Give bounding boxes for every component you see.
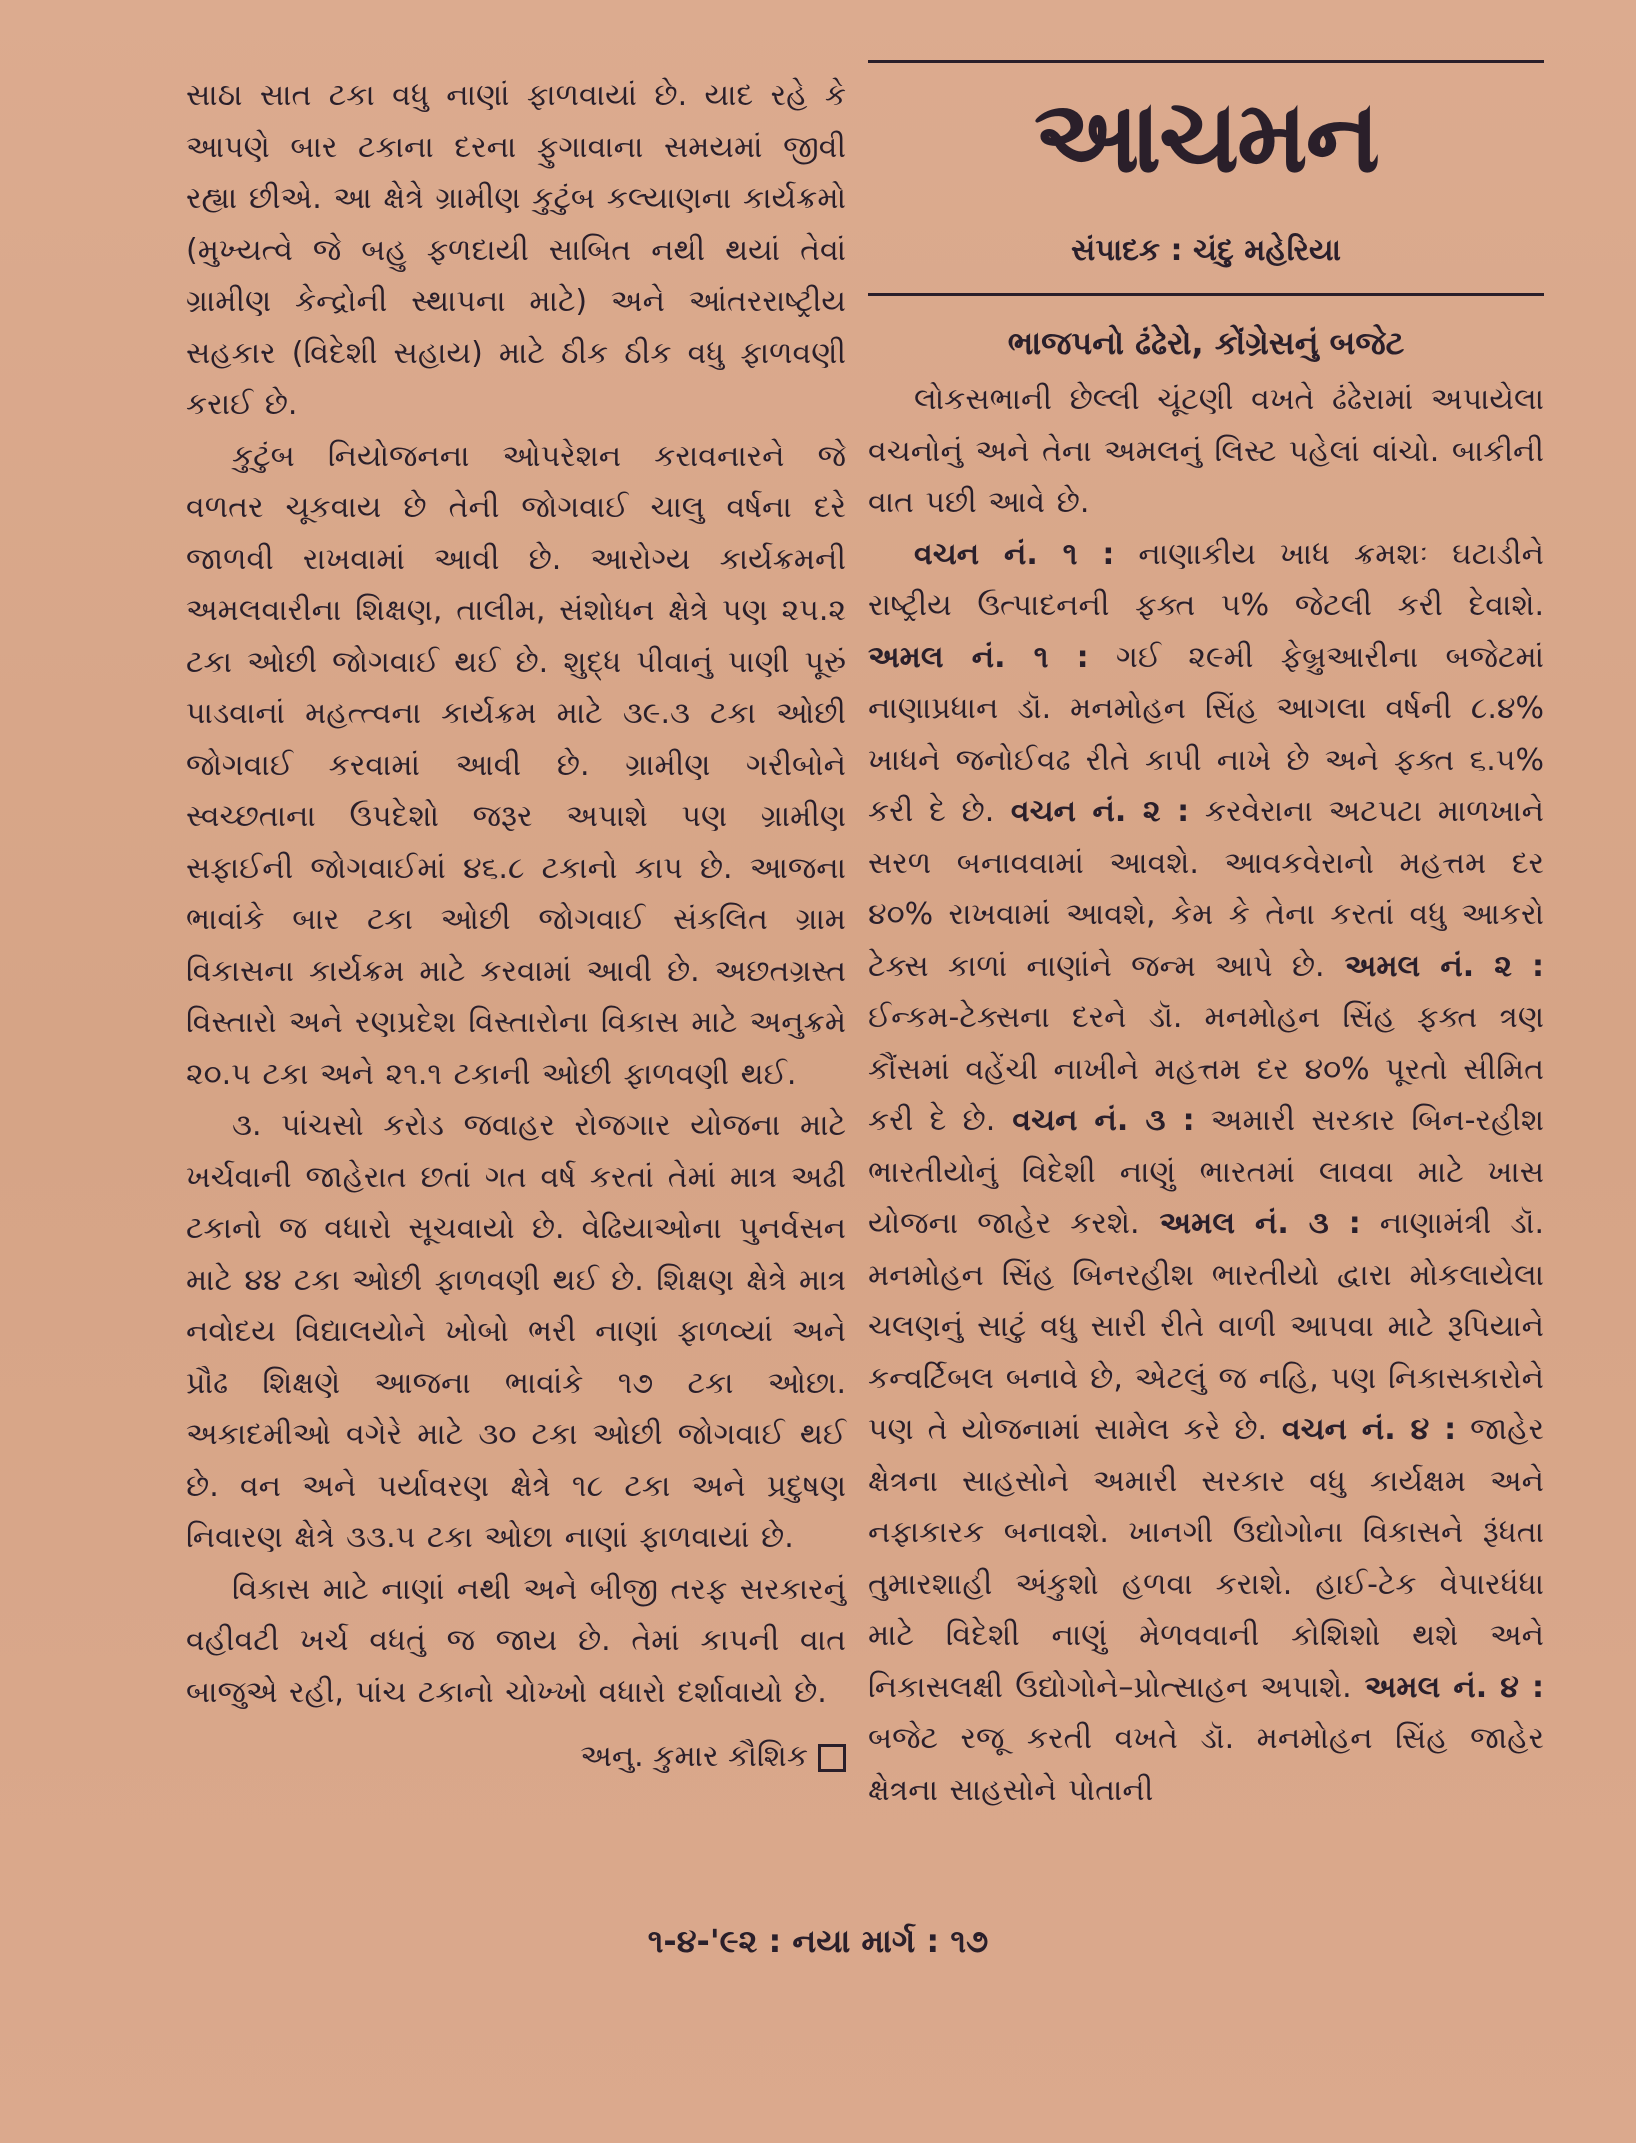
action-text: ઈન્કમ-ટેક્સના દરને ડૉ. મનમોહન સિંહ ફક્ત ત્રણ કૌંસમાં વહેંચી નાખીને મહત્તમ દર ૪૦% પૂરતો સીમિત કરી દે છે.	[868, 1000, 1544, 1138]
header-rule	[868, 293, 1544, 296]
end-mark-icon	[818, 1744, 846, 1772]
page-footer: ૧-૪-'૯૨ : નયા માર્ગ : ૧૭	[647, 1922, 989, 1960]
paragraph: વિકાસ માટે નાણાં નથી અને બીજી તરફ સરકારનું વહીવટી ખર્ચ વધતું જ જાય છે. તેમાં કાપની વાત બાજુએ રહી, પાંચ ટકાનો ચોખ્ખો વધારો દર્શાવાયો છે.	[186, 1571, 846, 1710]
promise-text: કરવેરાના અટપટા માળખાને સરળ બનાવવામાં આવશે. આવકવેરાનો મહત્તમ દર ૪૦% રાખવામાં આવશે, કેમ કે તેના કરતાં વધુ આકરો ટેક્સ કાળાં નાણાંને જન્મ આપે છે.	[868, 794, 1544, 984]
promise-label: વચન નં. ૨ :	[994, 794, 1190, 829]
promise-label: વચન નં. ૧ :	[914, 536, 1115, 572]
column-title: આચમન	[1033, 78, 1379, 195]
paragraph: લોકસભાની છેલ્લી ચૂંટણી વખતે ઢંઢેરામાં અપાયેલા વચનોનું અને તેના અમલનું લિસ્ટ પહેલાં વાંચો. બાકીની વાત પછી આવે છે.	[868, 382, 1544, 520]
paragraph: સાઠા સાત ટકા વધુ નાણાં ફાળવાયાં છે. યાદ રહે કે આપણે બાર ટકાના દરના ફુગાવાના સમયમાં જીવી રહ્યા છીએ. આ ક્ષેત્રે ગ્રામીણ કુટુંબ કલ્યાણના કાર્યક્રમો (મુખ્યત્વે જે બહુ ફળદાયી સાબિત નથી થયાં તેવાં ગ્રામીણ કેન્દ્રોની સ્થાપના માટે) અને આંતરરાષ્ટ્રીય સહકાર (વિદેશી સહાય) માટે ઠીક ઠીક વધુ ફાળવણી કરાઈ છે.	[186, 78, 846, 422]
translator-byline	[186, 1732, 846, 1782]
promise-text: નાણાકીય ખાધ ક્રમશઃ ઘટાડીને રાષ્ટ્રીય ઉત્પાદનની ફક્ત ૫% જેટલી કરી દેવાશે.	[868, 536, 1544, 623]
promise-text: અમારી સરકાર બિન-રહીશ ભારતીયોનું વિદેશી નાણું ભારતમાં લાવવા માટે ખાસ યોજના જાહેર કરશે.	[868, 1103, 1544, 1241]
action-text: નાણામંત્રી ડૉ. મનમોહન સિંહ બિનરહીશ ભારતીયો દ્વારા મોકલાયેલા ચલણનું સાટું વધુ સારી રીતે વાળી આપવા માટે રૂપિયાને કન્વર્ટિબલ બનાવે છે, એટલું જ નહિ, પણ નિકાસકારોને પણ તે યોજનામાં સામેલ કરે છે.	[868, 1206, 1544, 1447]
left-column	[186, 70, 846, 1782]
promise-label: વચન નં. ૩ :	[995, 1103, 1195, 1138]
promise-label: વચન નં. ૪ :	[1267, 1412, 1457, 1447]
action-text: ગઈ ૨૯મી ફેબ્રુઆરીના બજેટમાં નાણાપ્રધાન ડૉ. મનમોહન સિંહ આગલા વર્ષની ૮.૪% ખાધને જનોઈવઢ રીતે કાપી નાખે છે અને ફક્ત ૬.૫% કરી દે છે.	[868, 639, 1544, 829]
action-label: અમલ નં. ૩ :	[1139, 1206, 1361, 1241]
paragraph: ૩. પાંચસો કરોડ જવાહર રોજગાર યોજના માટે ખર્ચવાની જાહેરાત છતાં ગત વર્ષ કરતાં તેમાં માત્ર અઢી ટકાનો જ વધારો સૂચવાયો છે. વેઢિયાઓના પુનર્વસન માટે ૪૪ ટકા ઓછી ફાળવણી થઈ છે. શિક્ષણ ક્ષેત્રે માત્ર નવોદય વિદ્યાલયોને ખોબો ભરી નાણાં ફાળવ્યાં અને પ્રૌઢ શિક્ષણે આજના ભાવાંકે ૧૭ ટકા ઓછા. અકાદમીઓ વગેરે માટે ૩૦ ટકા ઓછી જોગવાઈ થઈ છે. વન અને પર્યાવરણ ક્ષેત્રે ૧૮ ટકા અને પ્રદુષણ નિવારણ ક્ષેત્રે ૩૩.૫ ટકા ઓછા નાણાં ફાળવાયાં છે.	[186, 1108, 846, 1555]
action-label: અમલ નં. ૪ :	[1351, 1669, 1544, 1705]
editor-credit: સંપાદક : ચંદુ મહેરિયા	[1071, 233, 1341, 268]
paragraph: કુટુંબ નિયોજનના ઓપરેશન કરાવનારને જે વળતર ચૂકવાય છે તેની જોગવાઈ ચાલુ વર્ષના દરે જાળવી રાખવામાં આવી છે. આરોગ્ય કાર્યક્રમની અમલવારીના શિક્ષણ, તાલીમ, સંશોધન ક્ષેત્રે પણ ૨૫.૨ ટકા ઓછી જોગવાઈ થઈ છે. શુદ્ધ પીવાનું પાણી પૂરું પાડવાનાં મહત્ત્વના કાર્યક્રમ માટે ૩૯.૩ ટકા ઓછી જોગવાઈ કરવામાં આવી છે. ગ્રામીણ ગરીબોને સ્વચ્છતાના ઉપદેશો જરૂર અપાશે પણ ગ્રામીણ સફાઈની જોગવાઈમાં ૪૬.૮ ટકાનો કાપ છે. આજના ભાવાંકે બાર ટકા ઓછી જોગવાઈ સંકલિત ગ્રામ વિકાસના કાર્યક્રમ માટે કરવામાં આવી છે. અછતગ્રસ્ત વિસ્તારો અને રણપ્રદેશ વિસ્તારોના વિકાસ માટે અનુક્રમે ૨૦.૫ ટકા અને ૨૧.૧ ટકાની ઓછી ફાળવણી થઈ.	[186, 438, 846, 1092]
article-headline: ભાજપનો ઢંઢેરો, કોંગ્રેસનું બજેટ	[1007, 324, 1405, 362]
action-text: બજેટ રજૂ કરતી વખતે ડૉ. મનમોહન સિંહ જાહેર ક્ષેત્રના સાહસોને પોતાની	[868, 1721, 1544, 1808]
byline-text: અનુ. કુમાર કૌશિક	[580, 1739, 808, 1774]
action-label: અમલ નં. ૧ :	[868, 639, 1089, 675]
promise-text: જાહેર ક્ષેત્રના સાહસોને અમારી સરકાર વધુ કાર્યક્ષમ અને નફાકારક બનાવશે. ખાનગી ઉદ્યોગોના વિકાસને રૂંધતા તુમારશાહી અંકુશો હળવા કરાશે. હાઈ-ટેક વેપારધંધા માટે વિદેશી નાણું મેળવવાની કોશિશો થશે અને નિકાસલક્ષી ઉદ્યોગોને–પ્રોત્સાહન અપાશે.	[868, 1412, 1544, 1705]
top-rule	[868, 60, 1544, 63]
paragraph	[868, 529, 1544, 1817]
action-label: અમલ નં. ૨ :	[1324, 948, 1544, 984]
right-column	[868, 60, 1544, 1816]
